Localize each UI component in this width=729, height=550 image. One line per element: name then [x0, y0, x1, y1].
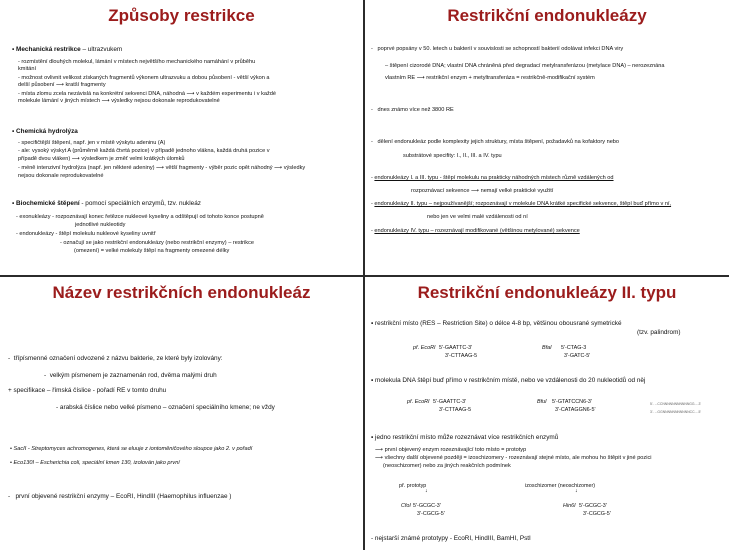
- seq-bottom: 3'-CTTAAG-5: [439, 407, 472, 413]
- bullet-line: - velkým písmenem je zaznamenán rod, dvěma malými druh: [44, 372, 217, 379]
- seq-label: BfuI: [537, 399, 547, 405]
- seq-tiny: 3'- ...GGNNNNNNNNNNNCC...-5': [650, 410, 702, 414]
- line-text: molekula DNA štěpí buď přímo v restrikčním místě, nebo ve vzdálenosti do 20 nukleotidů od něj: [375, 377, 646, 384]
- line-text: dělení endonukleáz podle komplexity jejich struktury, místa štěpení, požadavků na kofaktory nebo: [377, 139, 620, 145]
- bullet-line: ▪ restrikční místo (RES – Restriction Site) o délce 4-8 bp, většinou obousrané symetrické: [371, 320, 622, 327]
- line-text: endonukleázy II. typu – nejpoužívanější; rozpoznávají v molekule DNA krátké specifické sekvence, štěpí buď přímo v ní,: [374, 201, 672, 207]
- slide-type-ii: [365, 277, 729, 550]
- seq-top: 5'-GTATCCN6-3': [552, 399, 592, 405]
- seq-top: 5'-GCGC-3': [579, 503, 607, 509]
- bio-line: - označují se jako restrikční endonukleázy (nebo restrikční enzymy) – restrikce: [60, 240, 254, 246]
- seq-bottom: 3'-CATAGGN6-5': [555, 407, 596, 413]
- mechanical-heading: ▪ Mechanická restrikce – ultrazvukem: [12, 46, 123, 53]
- bio-line: - exonukleázy - rozpoznávají konec řetězce nukleové kyseliny a odštěpují od tohoto konce postupně: [16, 214, 264, 220]
- mech-line: kmitání: [18, 66, 37, 72]
- bio-line: - endonukleázy - štěpí molekulu nukleové kyseliny uvnitř: [16, 231, 156, 237]
- line-text: první objevené restrikční enzymy – EcoRI, HindIII (Haemophilus influenzae ): [15, 493, 232, 500]
- mech-line: - rozmístění dlouhých molekul, lámání v místech největšího mechanického namáhání v průběhu: [18, 59, 256, 65]
- mech-line: molekule lámání v jiných místech ⟶ výsledky nejsou dokonale reprodukovatelné: [18, 98, 220, 104]
- line-text: velkým písmenem je zaznamenán rod, dvěma malými druh: [49, 372, 217, 379]
- bullet-line: ▪ jedno restrikční místo může rozeznávat více restrikčních enzymů: [371, 434, 559, 441]
- seq-label: CfoI: [401, 503, 411, 509]
- line-text: endonukleázy I. a III. typu - štěpí molekulu na prakticky náhodných místech různě vzdálených od: [374, 175, 614, 181]
- chem-line: - ale: vysoký výskyt A (průměrně každá čtvrtá pozice) v případě jednoho vlákna, každá druhá pozice v: [18, 148, 270, 154]
- bullet-line: • Eco130I – Escherichia coli, speciální kmen 130, izolován jako první: [10, 460, 180, 466]
- bullet-line: ⟶ všechny další objevené později = izoschizomery - rozeznávají stejné místo, ale mohou ho štěpit v jiné pozici: [375, 455, 652, 461]
- bullet-line: ▪ molekula DNA štěpí buď přímo v restrikčním místě, nebo ve vzdálenosti do 20 nukleotidů od něj: [371, 377, 646, 384]
- chem-line: - specifičtější štěpení, např. jen v místě výskytu adeninu (A): [18, 140, 166, 146]
- slide-restriction-methods: [0, 0, 363, 275]
- arrow-icon: ↓: [575, 488, 578, 494]
- seq-top: 5'-GAATTC-3': [439, 345, 473, 351]
- bullet-line: - endonukleázy II. typu – nejpoužívanější; rozpoznávají v molekule DNA krátké specifické sekvence, štěpí buď přímo v ní,: [371, 201, 672, 207]
- bullet-line: • SacII - Streptomyces achromogenes, která se eluuje z iontoměničového sloupce jako 2. v pořadí: [10, 446, 253, 452]
- bullet-line: - dnes známo více než 3800 RE: [371, 107, 454, 113]
- bullet-line: - třípísmenné označení odvozené z názvu bakterie, ze které byly izolovány:: [8, 355, 223, 362]
- bullet-line: - nejstarší známé prototypy - EcoRI, HindIII, BamHI, PstI: [371, 535, 531, 542]
- mechanical-head-text: Mechanická restrikce: [16, 46, 81, 53]
- chem-line: - méně intenzivní hydrolýza (např. jen některé adeniny) ⟶ větší fragmenty - výběr pozic opět náhodný ⟶ výsledky: [18, 165, 306, 171]
- bullet-line: - poprvé popsány v 50. letech u bakterií v souvislosti se schopností bakterií odolávat infekci DNA viry: [371, 46, 624, 52]
- line-text: třípísmenné označení odvozené z názvu bakterie, ze které byly izolovány:: [13, 355, 223, 362]
- bio-line: jednotlivé nukleotidy: [75, 222, 126, 228]
- line-text: Eco130I – Escherichia coli, speciální kmen 130, izolován jako první: [13, 460, 180, 466]
- chemical-head-text: Chemická hydrolýza: [16, 128, 78, 135]
- seq-label: Hin6I: [563, 503, 576, 509]
- arrow-icon: ↓: [425, 488, 428, 494]
- chemical-heading: ▪ Chemická hydrolýza: [12, 128, 78, 135]
- seq-bottom: 3'-CGCG-5': [417, 511, 445, 517]
- mech-line: - místa zlomu zcela nezávislá na konkrétní sekvenci DNA, náhodná ⟶ v každém experimentu i v každé: [18, 91, 276, 97]
- seq-label: př. EcoRI: [413, 345, 436, 351]
- bullet-line: - první objevené restrikční enzymy – EcoRI, HindIII (Haemophilus influenzae ): [8, 493, 232, 500]
- bullet-line: + specifikace – římská číslice - pořadí RE v tomto druhu: [8, 387, 167, 394]
- mech-line: delší působení ⟶ kratší fragmenty: [18, 82, 106, 88]
- bullet-line: - endonukleázy I. a III. typu - štěpí molekulu na prakticky náhodných místech různě vzdálených od: [371, 175, 614, 181]
- bullet-line: nebo jen ve velmi malé vzdálenosti od ní: [427, 214, 528, 220]
- slide-title: Název restrikčních endonukleáz: [52, 283, 311, 302]
- slide-restriction-endonucleases: [365, 0, 729, 275]
- biochemical-head-text: Biochemické štěpení: [16, 200, 80, 207]
- bullet-line: - arabská číslice nebo velké písmeno – označení speciálního kmene; ne vždy: [56, 404, 275, 411]
- seq-label: př. EcoRI: [407, 399, 430, 405]
- bullet-line: (tzv. palindrom): [637, 329, 681, 336]
- seq-bottom: 3'-CGCG-5': [583, 511, 611, 517]
- bullet-line: ⟶ první objevený enzym rozeznávající toto místo = prototyp: [375, 447, 527, 453]
- seq-bottom: 3'-GATC-5': [564, 353, 591, 359]
- bullet-line: vlastním RE ⟶ restrikční enzym + metyltransferáza = restrikčně-modifikační systém: [385, 75, 595, 81]
- bullet-line: substrátové specifity: I., II., III. a IV. typu: [403, 153, 502, 159]
- seq-top: 5'-CTAG-3: [561, 345, 587, 351]
- line-text: nejstarší známé prototypy - EcoRI, HindIII, BamHI, PstI: [374, 535, 531, 542]
- bio-line: (omezení) = velké molekuly štěpí na fragmenty omezené délky: [74, 248, 230, 254]
- chem-line: případě dvou vláken) ⟶ výsledkem je změť velmi krátkých úlomků: [18, 156, 185, 162]
- seq-bottom: 3'-CTTAAG-5: [445, 353, 478, 359]
- prototype-label: př. prototyp: [399, 483, 427, 489]
- seq-label: BfaI: [542, 345, 552, 351]
- line-text: endonukleázy IV. typu – rozeznávají modifikované (většinou metylované) sekvence: [374, 228, 580, 234]
- line-text: dnes známo více než 3800 RE: [377, 107, 454, 113]
- chem-line: nejsou dokonale reprodukovatelné: [18, 173, 104, 179]
- slide-title: Restrikční endonukleázy: [447, 6, 647, 25]
- seq-top: 5'-GAATTC-3': [433, 399, 467, 405]
- bullet-line: rozpoznávací sekvence ⟶ nemají velké praktické využití: [411, 188, 554, 194]
- bullet-line: - endonukleázy IV. typu – rozeznávají modifikované (většinou metylované) sekvence: [371, 228, 580, 234]
- line-text: restrikční místo (RES – Restriction Site) o délce 4-8 bp, většinou obousrané symetrické: [375, 320, 622, 327]
- biochemical-heading: ▪ Biochemické štěpení - pomocí speciálních enzymů, tzv. nukleáz: [12, 200, 201, 207]
- slide-naming: [0, 277, 363, 550]
- mech-line: - možnost ovlivnit velikost získaných fragmentů výkonem ultrazvuku a dobou působení - větší výkon a: [18, 75, 270, 81]
- bullet-line: – štěpení cizorodé DNA; vlastní DNA chráněná před degradací metylransferázou (metylace DNA) – nerozeznána: [385, 63, 665, 69]
- bullet-line: - dělení endonukleáz podle komplexity jejich struktury, místa štěpení, požadavků na kofaktory nebo: [371, 139, 620, 145]
- seq-tiny: 5'- ...CCNNNNNNNNNNNGG...-3': [650, 402, 702, 406]
- slide-title: Způsoby restrikce: [108, 6, 255, 25]
- line-text: poprvé popsány v 50. letech u bakterií v souvislosti se schopností bakterií odolávat infekci DNA viry: [377, 46, 624, 52]
- slide-title: Restrikční endonukleázy II. typu: [417, 283, 677, 302]
- isoschizomer-label: izoschizomer (neoschizomer): [525, 483, 596, 489]
- line-text: SacII - Streptomyces achromogenes, která se eluuje z iontoměničového sloupce jako 2. v pořadí: [13, 446, 253, 452]
- line-text: jedno restrikční místo může rozeznávat více restrikčních enzymů: [375, 434, 559, 441]
- bullet-line: (neoschizomer) nebo za jiných reakčních podmínek: [383, 463, 511, 469]
- mechanical-tail-text: – ultrazvukem: [80, 46, 123, 53]
- biochemical-tail-text: - pomocí speciálních enzymů, tzv. nukleáz: [79, 200, 201, 207]
- seq-top: 5'-GCGC-3': [413, 503, 441, 509]
